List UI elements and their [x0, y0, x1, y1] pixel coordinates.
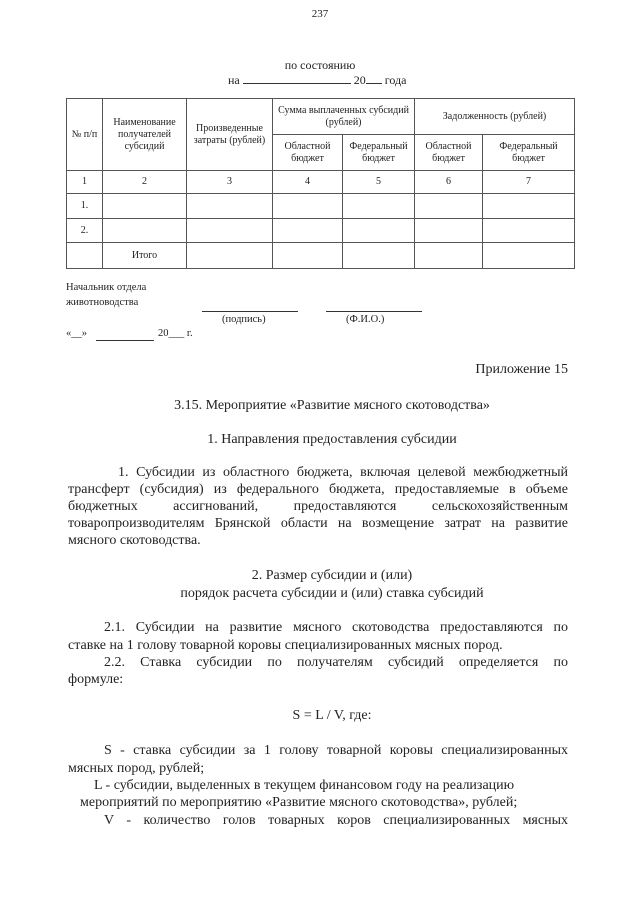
position-line2: животноводства [66, 297, 139, 308]
date-year: 20___ г. [158, 328, 193, 339]
row-number: 1. [67, 194, 103, 219]
empty-cell [343, 243, 415, 269]
header-name: Наименование получателей субсидий [103, 99, 187, 171]
subsection-1-title: 1. Направления предоставления субсидии [207, 432, 457, 447]
header-num: № п/п [67, 99, 103, 171]
date-blank [243, 72, 351, 84]
col-number: 2 [103, 171, 187, 194]
paragraph-2-1-line: ставке на 1 голову товарной коровы специализированных мясных пород. [68, 638, 503, 653]
total-label: Итого [103, 243, 187, 269]
col-number: 6 [415, 171, 483, 194]
empty-cell [273, 194, 343, 219]
date-open: «__» [66, 328, 87, 339]
table-row [67, 219, 575, 243]
empty-cell [273, 243, 343, 269]
section-title: 3.15. Мероприятие «Развитие мясного скотоводства» [174, 398, 490, 413]
name-caption: (Ф.И.О.) [346, 314, 385, 325]
col-number: 7 [483, 171, 575, 194]
appendix-label: Приложение 15 [475, 362, 568, 377]
empty-cell [415, 219, 483, 243]
col-number: 3 [187, 171, 273, 194]
empty-cell [103, 194, 187, 219]
subsection-2-title: 2. Размер субсидии и (или) [251, 568, 413, 583]
header-paid: Сумма выплаченных субсидий (рублей) [273, 99, 415, 135]
total-row [67, 243, 575, 269]
subsection-2-title-line2: порядок расчета субсидии и (или) ставка субсидий [180, 586, 484, 601]
empty-cell [343, 194, 415, 219]
empty-cell [103, 219, 187, 243]
header-debt: Задолженность (рублей) [415, 99, 575, 135]
paragraph-1-line: трансферт (субсидия) из федерального бюджета, предоставляемые в объеме [68, 482, 568, 497]
col-number: 5 [343, 171, 415, 194]
definition-s-line: мясных пород, рублей; [68, 761, 205, 776]
as-of-prefix: на [228, 73, 240, 87]
paragraph-1-line: мясного скотоводства. [68, 533, 201, 548]
year-blank [366, 72, 382, 84]
as-of-label: по состоянию [284, 58, 356, 72]
empty-cell [273, 219, 343, 243]
table-row [67, 194, 575, 219]
paragraph-2-1-line: 2.1. Субсидии на развитие мясного скотоводства предоставляются по [104, 620, 568, 635]
as-of-date-line [228, 72, 406, 88]
paragraph-1-line: бюджетных ассигнований, предоставляются сельскохозяйственным [68, 499, 568, 514]
empty-cell [343, 219, 415, 243]
subheader-paid-regional: Областной бюджет [273, 135, 343, 171]
definition-l-line: мероприятий по мероприятию «Развитие мясного скотоводства», рублей; [80, 795, 518, 810]
empty-cell [187, 194, 273, 219]
report-table [66, 98, 575, 269]
definition-v-line: V - количество голов товарных коров специализированных мясных [104, 813, 568, 828]
month-blank [96, 340, 154, 341]
paragraph-2-2-line: 2.2. Ставка субсидии по получателям субсидий определяется по [104, 655, 568, 670]
row-number: 2. [67, 219, 103, 243]
subheader-paid-federal: Федеральный бюджет [343, 135, 415, 171]
col-number: 1 [67, 171, 103, 194]
year-suffix: года [384, 73, 407, 87]
empty-cell [415, 194, 483, 219]
column-number-row [67, 171, 575, 194]
empty-cell [187, 243, 273, 269]
paragraph-2-2-line: формуле: [68, 672, 124, 687]
year-prefix: 20 [353, 73, 366, 87]
signature-caption: (подпись) [222, 314, 266, 325]
paragraph-1-line: 1. Субсидии из областного бюджета, включая целевой межбюджетный [118, 465, 568, 480]
empty-cell [415, 243, 483, 269]
empty-cell [67, 243, 103, 269]
empty-cell [483, 194, 575, 219]
definition-l-line: L - субсидии, выделенных в текущем финансовом году на реализацию [94, 778, 515, 793]
paragraph-1-line: товаропроизводителям Брянской области на возмещение затрат на развитие [68, 516, 568, 531]
empty-cell [483, 219, 575, 243]
name-line [326, 311, 422, 312]
subheader-debt-regional: Областной бюджет [415, 135, 483, 171]
header-costs: Произведенные затраты (рублей) [187, 99, 273, 171]
signature-line [202, 311, 298, 312]
empty-cell [483, 243, 575, 269]
definition-s-line: S - ставка субсидии за 1 голову товарной коровы специализированных [104, 743, 568, 758]
subheader-debt-federal: Федеральный бюджет [483, 135, 575, 171]
formula: S = L / V, где: [292, 708, 372, 723]
page-number: 237 [311, 8, 329, 20]
position-line1: Начальник отдела [66, 282, 147, 293]
empty-cell [187, 219, 273, 243]
col-number: 4 [273, 171, 343, 194]
